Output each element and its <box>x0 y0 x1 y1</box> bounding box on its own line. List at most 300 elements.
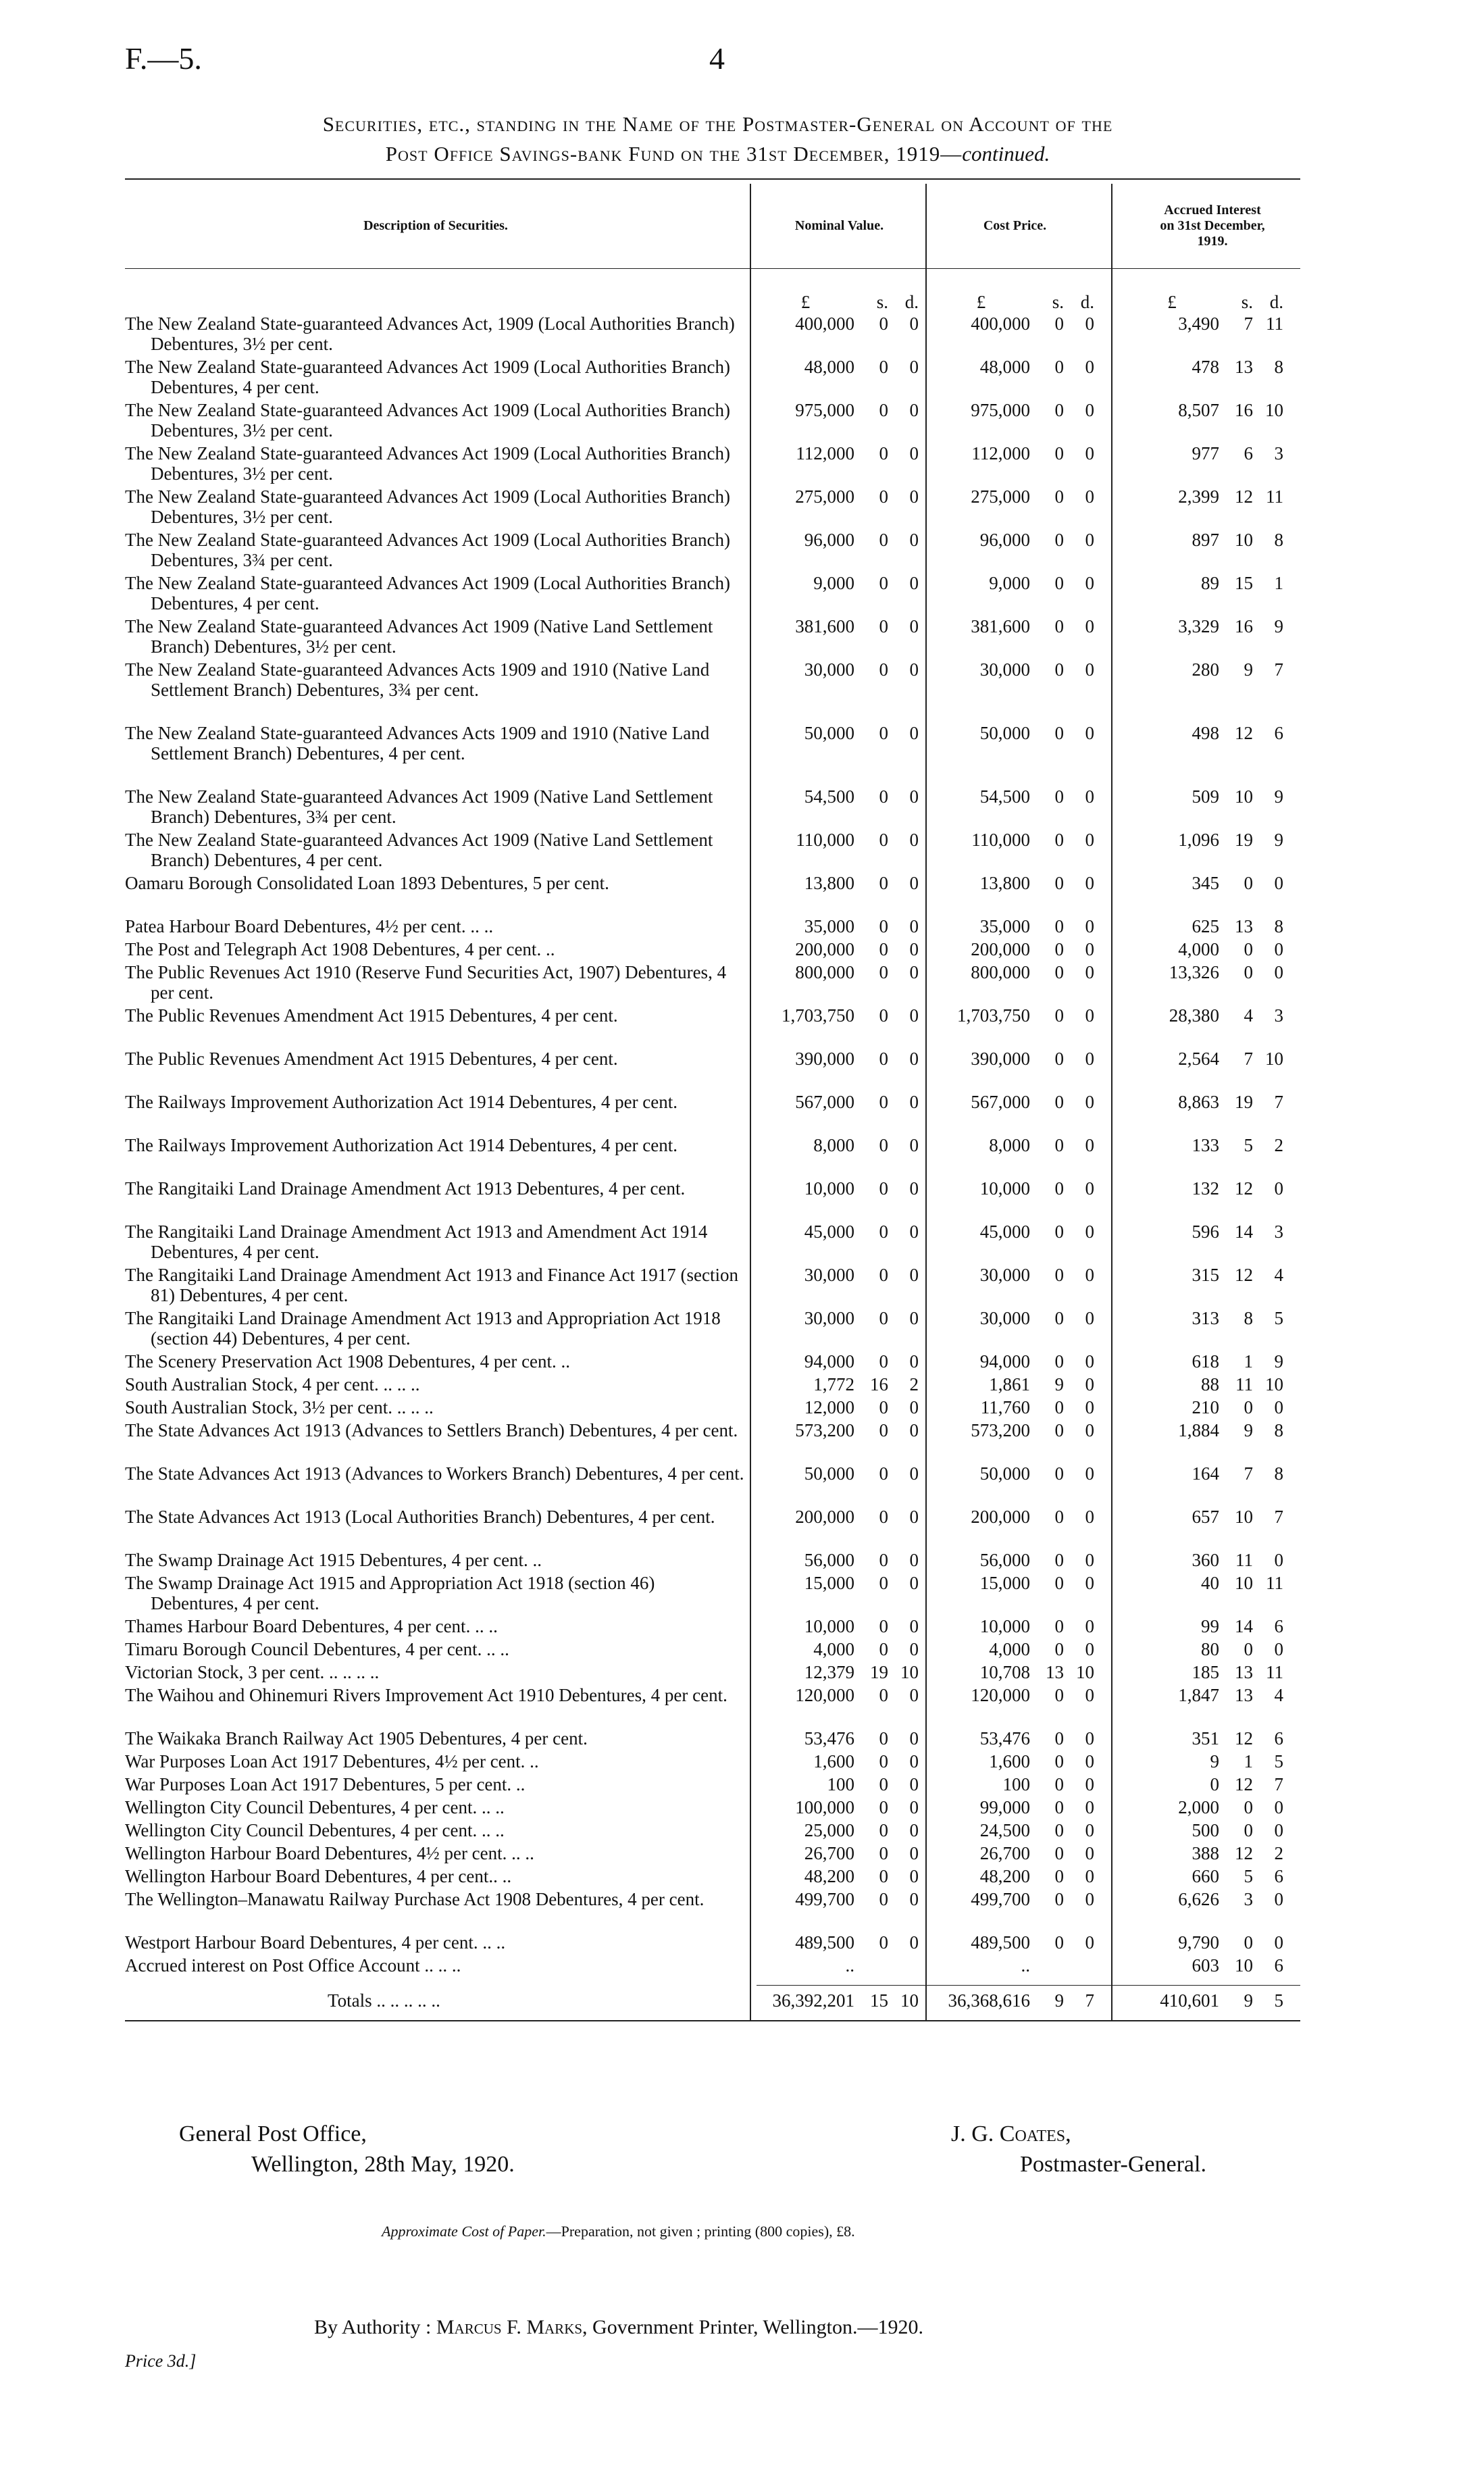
interest-unit-pence: d. <box>1269 292 1283 312</box>
interest-pounds: 977 <box>1192 443 1219 463</box>
cost-pence: 0 <box>1085 1797 1094 1817</box>
cost-shillings: 0 <box>1054 939 1064 959</box>
interest-shillings: 19 <box>1235 1092 1253 1112</box>
interest-pence: 0 <box>1274 1797 1283 1817</box>
security-description: The Swamp Drainage Act 1915 Debentures, 4 per cent. .. <box>125 1550 542 1570</box>
table-row <box>125 1573 1300 1613</box>
interest-pence: 6 <box>1274 1955 1283 1976</box>
security-description: The State Advances Act 1913 (Advances to Workers Branch) Debentures, 4 per cent. <box>125 1463 744 1484</box>
cost-pence: 0 <box>1085 616 1094 636</box>
interest-pence: 0 <box>1274 1639 1283 1659</box>
nominal-pence: 0 <box>909 357 919 377</box>
signature-office: General Post Office, <box>179 2121 367 2146</box>
security-description: The Wellington–Manawatu Railway Purchase Act 1908 Debentures, 4 per cent. <box>125 1889 705 1909</box>
cost-pounds: 45,000 <box>979 1222 1030 1242</box>
security-description: The New Zealand State-guaranteed Advances Acts 1909 and 1910 (Native Land Settlement Branch) Debentures, 4 per cent. <box>125 723 710 763</box>
interest-pence: 3 <box>1274 1222 1283 1242</box>
interest-header-line-3: 1919. <box>1197 234 1228 249</box>
cost-pence: 0 <box>1085 486 1094 507</box>
nominal-shillings: 0 <box>879 1351 888 1372</box>
nominal-pounds: 30,000 <box>804 1265 854 1285</box>
interest-pounds: 2,399 <box>1178 486 1219 507</box>
interest-pence: 11 <box>1266 1662 1283 1682</box>
nominal-pounds: 94,000 <box>804 1351 854 1372</box>
cost-pounds: 200,000 <box>971 939 1030 959</box>
interest-pounds: 280 <box>1192 659 1219 680</box>
nominal-shillings: 0 <box>879 962 888 982</box>
nominal-pence: 0 <box>909 1135 919 1155</box>
nominal-shillings: 0 <box>879 1774 888 1794</box>
table-row <box>125 1049 1300 1089</box>
cost-pence: 0 <box>1085 1774 1094 1794</box>
cost-pence: 0 <box>1085 723 1094 743</box>
table-row <box>125 873 1300 913</box>
nominal-shillings: 0 <box>879 1308 888 1328</box>
table-row <box>125 1092 1300 1132</box>
security-description: The Swamp Drainage Act 1915 and Appropriation Act 1918 (section 46) Debentures, 4 per cent. <box>125 1573 655 1613</box>
table-row <box>125 659 1300 720</box>
nominal-shillings: 0 <box>879 1265 888 1285</box>
interest-pence: 11 <box>1266 313 1283 334</box>
nominal-pence: 0 <box>909 313 919 334</box>
interest-pounds: 3,490 <box>1178 313 1219 334</box>
table-row <box>125 573 1300 613</box>
interest-unit-pound: £ <box>1167 292 1177 312</box>
nominal-pence: 0 <box>909 1751 919 1771</box>
table-row <box>125 939 1300 959</box>
table-row <box>125 1420 1300 1461</box>
price-label: Price 3d.] <box>125 2351 197 2371</box>
interest-pounds: 88 <box>1201 1374 1219 1394</box>
interest-shillings: 0 <box>1244 873 1253 893</box>
cost-pence: 0 <box>1085 1420 1094 1440</box>
cost-pounds: 50,000 <box>979 723 1030 743</box>
security-description: The Rangitaiki Land Drainage Amendment Act 1913 and Appropriation Act 1918 (section 44) Debentures, 4 per cent. <box>125 1308 721 1349</box>
security-description: Wellington Harbour Board Debentures, 4 per cent.. .. <box>125 1866 512 1886</box>
total-cost-pounds: 36,368,616 <box>948 1990 1030 2011</box>
interest-pence: 0 <box>1274 1178 1283 1199</box>
cost-pounds: 8,000 <box>989 1135 1030 1155</box>
nominal-pounds: 10,000 <box>804 1178 854 1199</box>
cost-pence: 0 <box>1085 1573 1094 1593</box>
cost-pounds: 30,000 <box>979 659 1030 680</box>
nominal-shillings: 0 <box>879 530 888 550</box>
interest-shillings: 13 <box>1235 357 1253 377</box>
interest-pence: 0 <box>1274 1889 1283 1909</box>
cost-pence: 0 <box>1085 1374 1094 1394</box>
table-row <box>125 1774 1300 1794</box>
nominal-pence: 0 <box>909 1573 919 1593</box>
nominal-pence: 0 <box>909 1092 919 1112</box>
interest-pounds: 1,096 <box>1178 830 1219 850</box>
interest-pounds: 8,507 <box>1178 400 1219 420</box>
interest-pounds: 315 <box>1192 1265 1219 1285</box>
nominal-pence: 0 <box>909 962 919 982</box>
cost-pounds: 4,000 <box>989 1639 1030 1659</box>
nominal-shillings: 0 <box>879 1092 888 1112</box>
interest-pounds: 9 <box>1210 1751 1219 1771</box>
interest-pounds: 133 <box>1192 1135 1219 1155</box>
table-row <box>125 1397 1300 1417</box>
nominal-pence: 10 <box>900 1662 919 1682</box>
cost-pence: 0 <box>1085 1135 1094 1155</box>
table-row <box>125 1662 1300 1682</box>
cost-pounds: 120,000 <box>971 1685 1030 1705</box>
interest-shillings: 0 <box>1244 1639 1253 1659</box>
cost-shillings: 0 <box>1054 1685 1064 1705</box>
cost-pence: 0 <box>1085 1889 1094 1909</box>
nominal-shillings: 0 <box>879 1843 888 1863</box>
interest-pence: 6 <box>1274 1866 1283 1886</box>
total-interest-shillings: 9 <box>1244 1990 1253 2011</box>
security-description: The Rangitaiki Land Drainage Amendment Act 1913 Debentures, 4 per cent. <box>125 1178 686 1199</box>
table-top-rule <box>125 178 1300 180</box>
cost-pounds: 112,000 <box>971 443 1030 463</box>
cost-shillings: 0 <box>1054 1308 1064 1328</box>
table-row <box>125 313 1300 354</box>
column-divider <box>1111 184 1112 2020</box>
cost-shillings: 0 <box>1054 1005 1064 1026</box>
cost-shillings: 0 <box>1054 659 1064 680</box>
interest-pence: 0 <box>1274 873 1283 893</box>
security-description: Wellington City Council Debentures, 4 per cent. .. .. <box>125 1820 505 1840</box>
interest-shillings: 0 <box>1244 962 1253 982</box>
cost-shillings: 9 <box>1054 1374 1064 1394</box>
nominal-shillings: 0 <box>879 1728 888 1748</box>
interest-shillings: 9 <box>1244 1420 1253 1440</box>
cost-shillings: 0 <box>1054 723 1064 743</box>
interest-shillings: 12 <box>1235 1774 1253 1794</box>
interest-pounds: 345 <box>1192 873 1219 893</box>
cost-shillings: 0 <box>1054 1774 1064 1794</box>
interest-shillings: 0 <box>1244 1820 1253 1840</box>
total-interest-pounds: 410,601 <box>1160 1990 1219 2011</box>
cost-pounds: 15,000 <box>979 1573 1030 1593</box>
cost-shillings: 0 <box>1054 1843 1064 1863</box>
table-row <box>125 1222 1300 1262</box>
nominal-unit-shilling: s. <box>876 292 888 312</box>
nominal-pounds: 26,700 <box>804 1843 854 1863</box>
cost-pounds: 30,000 <box>979 1265 1030 1285</box>
cost-pence: 0 <box>1085 1092 1094 1112</box>
security-description: The Railways Improvement Authorization Act 1914 Debentures, 4 per cent. <box>125 1092 678 1112</box>
table-row <box>125 1955 1300 1976</box>
interest-pence: 7 <box>1274 1092 1283 1112</box>
interest-pounds: 657 <box>1192 1507 1219 1527</box>
security-description: War Purposes Loan Act 1917 Debentures, 4½ per cent. .. <box>125 1751 539 1771</box>
cost-pounds: 400,000 <box>971 313 1030 334</box>
security-description: South Australian Stock, 3½ per cent. .. .. .. <box>125 1397 434 1417</box>
cost-pounds: 10,000 <box>979 1616 1030 1636</box>
nominal-shillings: 0 <box>879 723 888 743</box>
table-row <box>125 357 1300 397</box>
nominal-shillings: 0 <box>879 1685 888 1705</box>
cost-shillings: 0 <box>1054 1351 1064 1372</box>
interest-pounds: 132 <box>1192 1178 1219 1199</box>
cost-note-text: —Preparation, not given ; printing (800 copies), £8. <box>546 2223 855 2240</box>
cost-shillings: 0 <box>1054 873 1064 893</box>
nominal-pounds: 50,000 <box>804 1463 854 1484</box>
nominal-shillings: 0 <box>879 1820 888 1840</box>
nominal-pounds: 489,500 <box>795 1932 854 1953</box>
interest-pence: 5 <box>1274 1308 1283 1328</box>
interest-pounds: 80 <box>1201 1639 1219 1659</box>
interest-shillings: 10 <box>1235 530 1253 550</box>
interest-pounds: 2,564 <box>1178 1049 1219 1069</box>
cost-pence: 0 <box>1085 1397 1094 1417</box>
interest-pence: 8 <box>1274 357 1283 377</box>
cost-pence: 0 <box>1085 1932 1094 1953</box>
cost-pence: 0 <box>1085 400 1094 420</box>
cost-pounds: 1,861 <box>989 1374 1030 1394</box>
nominal-pence: 0 <box>909 400 919 420</box>
nominal-pounds: 12,000 <box>804 1397 854 1417</box>
nominal-pounds: 25,000 <box>804 1820 854 1840</box>
interest-pence: 4 <box>1274 1265 1283 1285</box>
nominal-pounds: 48,000 <box>804 357 854 377</box>
interest-pounds: 8,863 <box>1178 1092 1219 1112</box>
cost-pounds: 48,000 <box>979 357 1030 377</box>
security-description: Victorian Stock, 3 per cent. .. .. .. .. <box>125 1662 380 1682</box>
nominal-pounds: 200,000 <box>795 1507 854 1527</box>
interest-pence: 9 <box>1274 830 1283 850</box>
cost-shillings: 0 <box>1054 1420 1064 1440</box>
cost-pounds: 48,200 <box>979 1866 1030 1886</box>
security-description: The Waikaka Branch Railway Act 1905 Debentures, 4 per cent. <box>125 1728 588 1748</box>
cost-shillings: 0 <box>1054 400 1064 420</box>
security-description: The New Zealand State-guaranteed Advances Act 1909 (Local Authorities Branch) Debentures, 3½ per cent. <box>125 486 730 527</box>
nominal-shillings: 0 <box>879 786 888 807</box>
interest-pounds: 4,000 <box>1178 939 1219 959</box>
nominal-shillings: 0 <box>879 939 888 959</box>
nominal-pence: 0 <box>909 486 919 507</box>
nominal-pounds: 100,000 <box>795 1797 854 1817</box>
interest-pence: 8 <box>1274 916 1283 936</box>
security-description: The New Zealand State-guaranteed Advances Act 1909 (Native Land Settlement Branch) Debentures, 3½ per cent. <box>125 616 713 657</box>
nominal-pence: 0 <box>909 1049 919 1069</box>
cost-pence: 0 <box>1085 1049 1094 1069</box>
cost-pence: 0 <box>1085 443 1094 463</box>
table-row <box>125 1889 1300 1930</box>
table-row <box>125 1374 1300 1394</box>
nominal-pounds: 567,000 <box>795 1092 854 1112</box>
cost-shillings: 0 <box>1054 1573 1064 1593</box>
nominal-pounds: 100 <box>827 1774 854 1794</box>
interest-pence: 0 <box>1274 1820 1283 1840</box>
interest-shillings: 12 <box>1235 1178 1253 1199</box>
cost-pence: 0 <box>1085 786 1094 807</box>
cost-pence: 0 <box>1085 1178 1094 1199</box>
nominal-shillings: 19 <box>870 1662 888 1682</box>
nominal-shillings: 0 <box>879 1420 888 1440</box>
cost-pence: 0 <box>1085 1463 1094 1484</box>
signature-title: Postmaster-General. <box>1020 2152 1206 2177</box>
cost-shillings: 0 <box>1054 1820 1064 1840</box>
interest-shillings: 14 <box>1235 1616 1253 1636</box>
cost-pence: 0 <box>1085 1351 1094 1372</box>
table-row <box>125 1178 1300 1219</box>
cost-shillings: 0 <box>1054 1507 1064 1527</box>
table-row <box>125 1820 1300 1840</box>
cost-pence: 0 <box>1085 962 1094 982</box>
nominal-unit-pence: d. <box>904 292 919 312</box>
interest-pence: 3 <box>1274 1005 1283 1026</box>
cost-shillings: 0 <box>1054 1932 1064 1953</box>
nominal-pounds: .. <box>845 1955 854 1976</box>
interest-pence: 10 <box>1265 1049 1283 1069</box>
nominal-pence: 0 <box>909 1866 919 1886</box>
cost-pounds: 381,600 <box>971 616 1030 636</box>
security-description: The Public Revenues Amendment Act 1915 Debentures, 4 per cent. <box>125 1005 618 1026</box>
cost-shillings: 0 <box>1054 1178 1064 1199</box>
interest-pence: 0 <box>1274 1932 1283 1953</box>
nominal-pence: 0 <box>909 443 919 463</box>
security-description: The Waihou and Ohinemuri Rivers Improvement Act 1910 Debentures, 4 per cent. <box>125 1685 727 1705</box>
cost-pence: 0 <box>1085 1507 1094 1527</box>
totals-rule <box>757 1985 1300 1986</box>
nominal-pounds: 573,200 <box>795 1420 854 1440</box>
cost-shillings: 0 <box>1054 486 1064 507</box>
interest-pence: 0 <box>1274 939 1283 959</box>
nominal-pounds: 8,000 <box>813 1135 854 1155</box>
interest-shillings: 0 <box>1244 1932 1253 1953</box>
nominal-pounds: 390,000 <box>795 1049 854 1069</box>
interest-shillings: 7 <box>1244 1049 1253 1069</box>
interest-pounds: 89 <box>1201 573 1219 593</box>
nominal-shillings: 0 <box>879 916 888 936</box>
nominal-pounds: 13,800 <box>804 873 854 893</box>
table-row <box>125 1507 1300 1547</box>
nominal-pence: 0 <box>909 939 919 959</box>
interest-pence: 10 <box>1265 400 1283 420</box>
interest-shillings: 0 <box>1244 1397 1253 1417</box>
title-line-1: Securities, etc., standing in the Name of the Postmaster-General on Account of the <box>322 112 1113 136</box>
authority-suffix: Government Printer, Wellington.—1920. <box>592 2316 923 2338</box>
nominal-pounds: 400,000 <box>795 313 854 334</box>
table-row <box>125 400 1300 441</box>
cost-pence: 0 <box>1085 1550 1094 1570</box>
security-description: The New Zealand State-guaranteed Advances Acts 1909 and 1910 (Native Land Settlement Branch) Debentures, 3¾ per cent. <box>125 659 710 700</box>
title-line-2 <box>125 139 1310 169</box>
cost-pence: 0 <box>1085 1308 1094 1328</box>
interest-pence: 0 <box>1274 962 1283 982</box>
interest-pence: 11 <box>1266 1573 1283 1593</box>
nominal-pounds: 1,600 <box>813 1751 854 1771</box>
cost-shillings: 0 <box>1054 1092 1064 1112</box>
nominal-shillings: 0 <box>879 357 888 377</box>
cost-pence: 0 <box>1085 1616 1094 1636</box>
table-row <box>125 830 1300 870</box>
interest-pounds: 185 <box>1192 1662 1219 1682</box>
cost-pounds: 35,000 <box>979 916 1030 936</box>
interest-shillings: 19 <box>1235 830 1253 850</box>
nominal-pounds: 1,703,750 <box>782 1005 854 1026</box>
interest-shillings: 12 <box>1235 1728 1253 1748</box>
totals-row <box>125 1990 1300 2011</box>
cost-shillings: 0 <box>1054 786 1064 807</box>
interest-shillings: 10 <box>1235 1507 1253 1527</box>
security-description: The Rangitaiki Land Drainage Amendment Act 1913 and Finance Act 1917 (section 81) Debentures, 4 per cent. <box>125 1265 739 1305</box>
interest-pence: 11 <box>1266 486 1283 507</box>
nominal-shillings: 0 <box>879 1550 888 1570</box>
nominal-shillings: 0 <box>879 443 888 463</box>
cost-pounds: 275,000 <box>971 486 1030 507</box>
nominal-shillings: 0 <box>879 616 888 636</box>
interest-pence: 0 <box>1274 1550 1283 1570</box>
interest-pence: 4 <box>1274 1685 1283 1705</box>
cost-shillings: 0 <box>1054 1866 1064 1886</box>
interest-pounds: 478 <box>1192 357 1219 377</box>
nominal-pence: 0 <box>909 573 919 593</box>
total-nominal-pence: 10 <box>900 1990 919 2011</box>
cost-pence: 0 <box>1085 1820 1094 1840</box>
cost-pence: 0 <box>1085 530 1094 550</box>
security-description: Thames Harbour Board Debentures, 4 per cent. .. .. <box>125 1616 498 1636</box>
interest-pounds: 313 <box>1192 1308 1219 1328</box>
interest-header-line-2: on 31st December, <box>1160 218 1265 233</box>
total-nominal-shillings: 15 <box>870 1990 888 2011</box>
interest-shillings: 12 <box>1235 1843 1253 1863</box>
security-description: The New Zealand State-guaranteed Advances Act 1909 (Local Authorities Branch) Debentures, 3½ per cent. <box>125 400 730 441</box>
total-interest-pence: 5 <box>1274 1990 1283 2011</box>
cost-shillings: 0 <box>1054 530 1064 550</box>
nominal-shillings: 16 <box>870 1374 888 1394</box>
nominal-pounds: 12,379 <box>804 1662 854 1682</box>
cost-unit-pence: d. <box>1080 292 1094 312</box>
nominal-pounds: 53,476 <box>804 1728 854 1748</box>
interest-pence: 2 <box>1274 1135 1283 1155</box>
nominal-pence: 0 <box>909 1005 919 1026</box>
nominal-pence: 0 <box>909 1351 919 1372</box>
page-number: 4 <box>709 41 725 76</box>
nominal-pence: 0 <box>909 1550 919 1570</box>
cost-shillings: 0 <box>1054 1616 1064 1636</box>
nominal-shillings: 0 <box>879 1222 888 1242</box>
cost-pounds: 94,000 <box>979 1351 1030 1372</box>
interest-shillings: 8 <box>1244 1308 1253 1328</box>
cost-pounds: 96,000 <box>979 530 1030 550</box>
nominal-pounds: 381,600 <box>795 616 854 636</box>
cost-shillings: 0 <box>1054 1135 1064 1155</box>
table-row <box>125 530 1300 570</box>
security-description: The Public Revenues Amendment Act 1915 Debentures, 4 per cent. <box>125 1049 618 1069</box>
table-row <box>125 1843 1300 1863</box>
interest-pounds: 1,847 <box>1178 1685 1219 1705</box>
cost-pounds: 1,703,750 <box>957 1005 1030 1026</box>
cost-pounds: 489,500 <box>971 1932 1030 1953</box>
cost-shillings: 0 <box>1054 1222 1064 1242</box>
cost-pounds: 10,708 <box>979 1662 1030 1682</box>
nominal-pounds: 50,000 <box>804 723 854 743</box>
interest-pounds: 360 <box>1192 1550 1219 1570</box>
security-description: Westport Harbour Board Debentures, 4 per cent. .. .. <box>125 1932 506 1953</box>
cost-pence: 0 <box>1085 1265 1094 1285</box>
interest-shillings: 15 <box>1235 573 1253 593</box>
nominal-pounds: 15,000 <box>804 1573 854 1593</box>
nominal-pounds: 110,000 <box>796 830 854 850</box>
table-row <box>125 916 1300 936</box>
cost-shillings: 0 <box>1054 313 1064 334</box>
security-description: The New Zealand State-guaranteed Advances Act, 1909 (Local Authorities Branch) Debentures, 3½ per cent. <box>125 313 735 354</box>
cost-pounds: 11,760 <box>980 1397 1030 1417</box>
nominal-pounds: 800,000 <box>795 962 854 982</box>
table-row <box>125 1932 1300 1953</box>
cost-unit-pound: £ <box>976 292 986 312</box>
nominal-shillings: 0 <box>879 1005 888 1026</box>
document-title <box>125 109 1310 169</box>
interest-pence: 9 <box>1274 786 1283 807</box>
nominal-pence: 0 <box>909 1616 919 1636</box>
